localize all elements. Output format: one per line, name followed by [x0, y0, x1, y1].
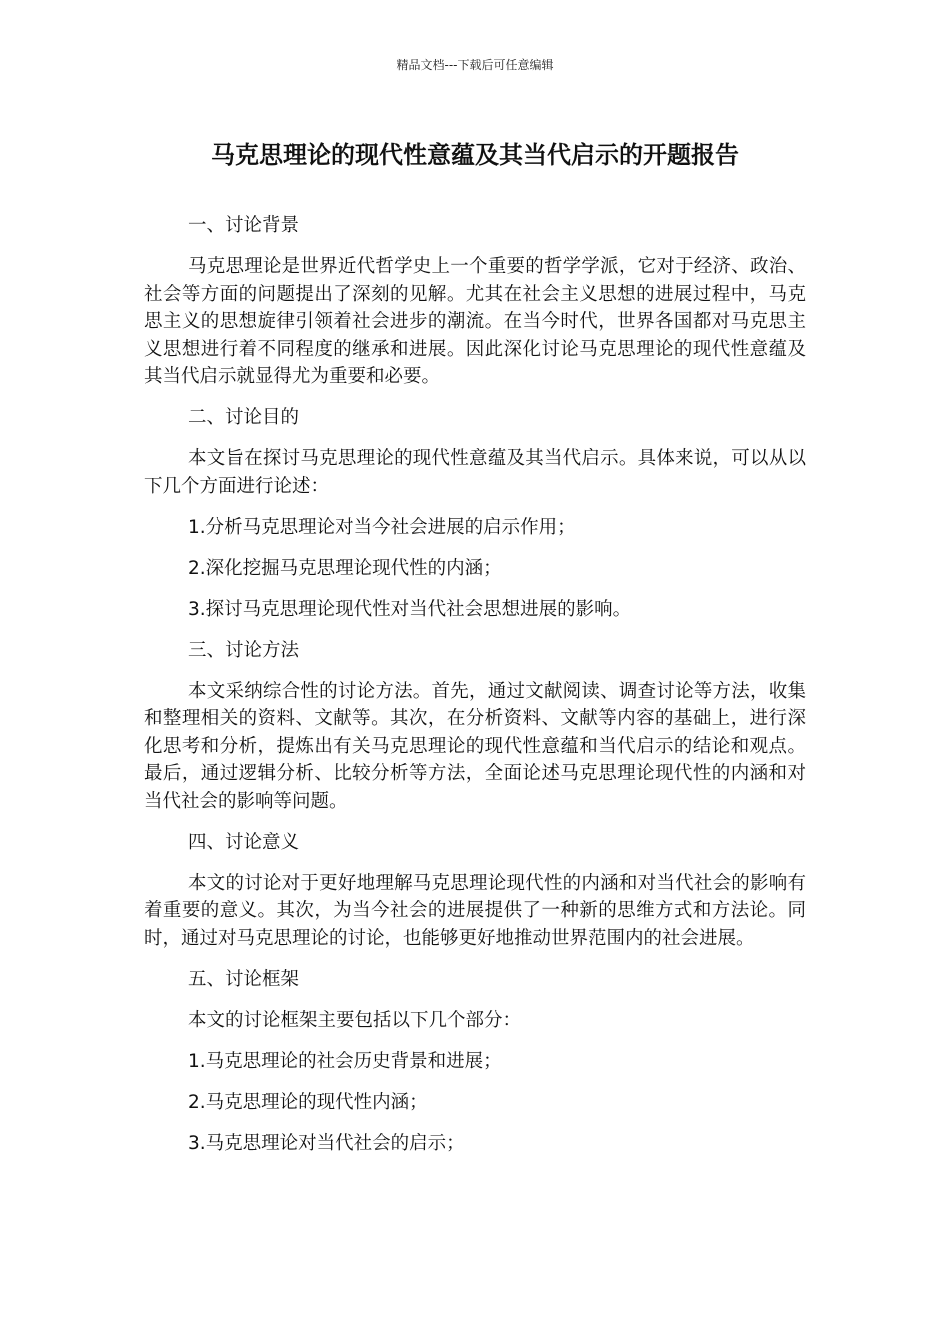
section-heading-purpose: 二、讨论目的: [188, 407, 300, 428]
page-header: 精品文档---下载后可任意编辑: [396, 58, 554, 72]
section-heading-framework: 五、讨论框架: [188, 968, 300, 990]
document-title: 马克思理论的现代性意蕴及其当代启示的开题报告: [211, 141, 739, 169]
paragraph-background: 马克思理论是世界近代哲学史上一个重要的哲学学派，它对于经济、政治、社会等方面的问题提出了深刻的见解。尤其在社会主义思想的进展过程中，马克思主义的思想旋律引领着社会进步的潮流。在当今时代，世界各国都对马克思主义思想进行着不同程度的继承和进展。因此深化讨论马克思理论的现代性意蕴及其当代启示就显得尤为重要和必要。: [144, 256, 806, 387]
list-item-framework-3: 3.马克思理论对当代社会的启示；: [188, 1132, 465, 1154]
section-heading-background: 一、讨论背景: [188, 215, 300, 236]
list-item-purpose-1: 1.分析马克思理论对当今社会进展的启示作用；: [188, 516, 576, 538]
document-body: [144, 212, 806, 1171]
paragraph-significance: 本文的讨论对于更好地理解马克思理论现代性的内涵和对当代社会的影响有着重要的意义。其次，为当今社会的进展提供了一种新的思维方式和方法论。同时，通过对马克思理论的讨论，也能够更好地推动世界范围内的社会进展。: [144, 872, 806, 949]
paragraph-purpose: 本文旨在探讨马克思理论的现代性意蕴及其当代启示。具体来说，可以从以下几个方面进行论述：: [144, 448, 806, 497]
list-item-framework-1: 1.马克思理论的社会历史背景和进展；: [188, 1050, 502, 1072]
paragraph-method: 本文采纳综合性的讨论方法。首先，通过文献阅读、调查讨论等方法，收集和整理相关的资料、文献等。其次，在分析资料、文献等内容的基础上，进行深化思考和分析，提炼出有关马克思理论的现代性意蕴和当代启示的结论和观点。最后，通过逻辑分析、比较分析等方法，全面论述马克思理论现代性的内涵和对当代社会的影响等问题。: [144, 680, 806, 812]
section-heading-method: 三、讨论方法: [188, 639, 300, 661]
list-item-purpose-3: 3.探讨马克思理论现代性对当代社会思想进展的影响。: [188, 598, 632, 620]
list-item-framework-2: 2.马克思理论的现代性内涵；: [188, 1091, 428, 1113]
paragraph-framework: 本文的讨论框架主要包括以下几个部分：: [188, 1009, 522, 1031]
section-heading-significance: 四、讨论意义: [188, 831, 300, 853]
list-item-purpose-2: 2.深化挖掘马克思理论现代性的内涵；: [188, 557, 502, 579]
